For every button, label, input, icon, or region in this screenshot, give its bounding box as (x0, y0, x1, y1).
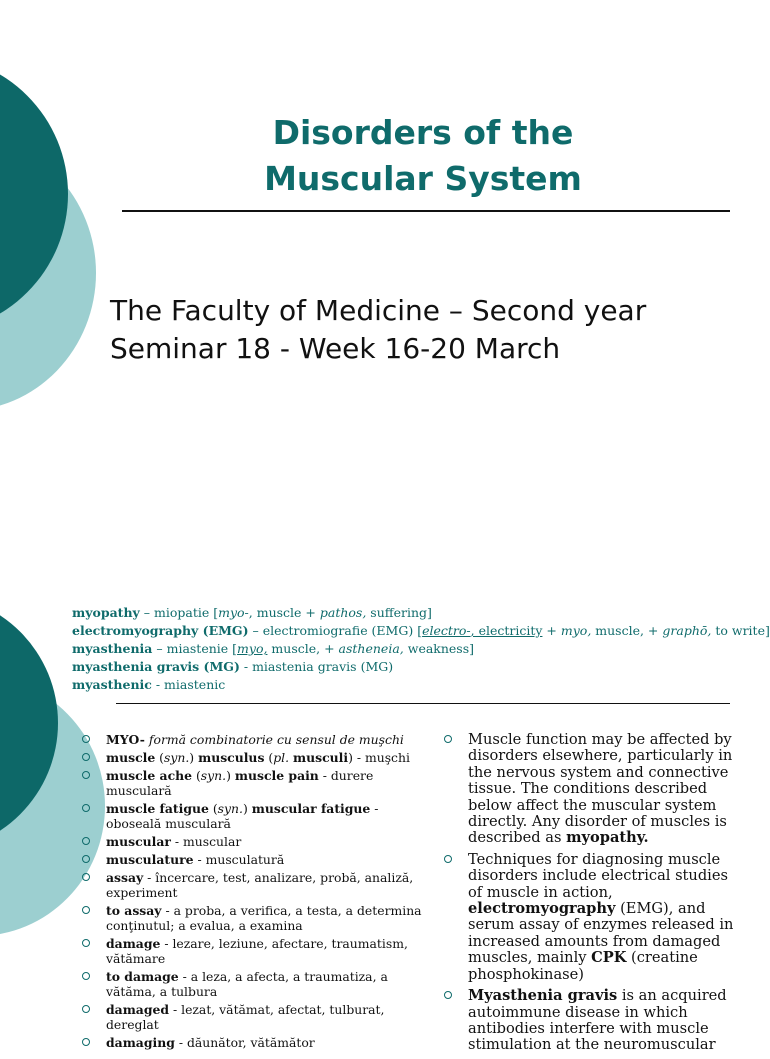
glossary-text: muscle, + (267, 641, 339, 656)
term: assay (106, 870, 144, 885)
glossary-text: + (542, 623, 561, 638)
glossary-italic: astheneia, (338, 641, 404, 656)
text: - a proba, a verifica, a testa, a determina conţinutul; a evalua, a examina (106, 903, 422, 933)
explanation-list (440, 732, 740, 1059)
key-term: electromyography (468, 900, 616, 918)
term: musculi (293, 750, 349, 765)
term: MYO- (106, 732, 145, 747)
glossary-text: – miastenie [ (152, 641, 238, 656)
text: ) (226, 768, 235, 783)
text: ) (242, 801, 252, 816)
text: (creatine phosphokinase) (468, 949, 698, 983)
glossary-underlined: myo, (237, 641, 268, 656)
text: - durere musculară (106, 768, 374, 798)
text: ( (155, 750, 165, 765)
glossary-term: myasthenia (72, 641, 153, 656)
term-glossary (72, 604, 770, 694)
list-item (78, 969, 423, 999)
glossary-line (72, 658, 752, 676)
glossary-term: myasthenic (72, 677, 152, 692)
slide-subtitle (110, 292, 646, 368)
list-item (78, 750, 423, 765)
glossary-text: suffering] (366, 605, 432, 620)
list-item (78, 903, 423, 933)
glossary-term: myasthenia gravis (MG) (72, 659, 240, 674)
text: ) - muşchi (348, 750, 410, 765)
glossary-underlined: , electricity (470, 623, 543, 638)
title-line-2: Muscular System (264, 159, 582, 198)
text: Muscle function may be affected by disorders elsewhere, particularly in the nervous system and connective tissue. The conditions described below affect the muscular system directly. Any disorder of muscles is described as (468, 731, 733, 847)
list-item (440, 852, 740, 983)
text: - încercare, test, analizare, probă, analiză, experiment (106, 870, 414, 900)
list-item (440, 988, 740, 1054)
glossary-text: - miastenic (151, 677, 226, 692)
glossary-term: electromyography (EMG) (72, 623, 249, 638)
text: - oboseală musculară (106, 801, 379, 831)
definition-italic: formă combinatorie cu sensul de muşchi (144, 732, 404, 747)
glossary-italic: graphō, (662, 623, 712, 638)
vocabulary-list (78, 732, 423, 1053)
glossary-line (72, 604, 752, 622)
title-line-1: Disorders of the (272, 113, 574, 152)
abbrev: syn. (217, 801, 243, 816)
text: (EMG), and serum assay of enzymes released in increased amounts from damaged muscles, mainly (468, 900, 734, 967)
list-item (78, 768, 423, 798)
text: ( (264, 750, 274, 765)
text: ) (189, 750, 199, 765)
list-item (78, 870, 423, 900)
glossary-line (72, 640, 752, 658)
key-term: Myasthenia gravis (468, 987, 618, 1005)
term: muscle fatigue (106, 801, 209, 816)
list-item (78, 1035, 423, 1050)
abbrev: pl. (273, 750, 290, 765)
text: - lezat, vătămat, afectat, tulburat, dereglat (106, 1002, 385, 1032)
term: damaging (106, 1035, 175, 1050)
abbrev: syn. (164, 750, 190, 765)
abbrev: syn. (200, 768, 227, 783)
text: - muscular (170, 834, 242, 849)
term: muscle ache (106, 768, 193, 783)
key-term: CPK (591, 949, 627, 967)
glossary-term: myopathy (72, 605, 140, 620)
list-item (78, 852, 423, 867)
glossary-text: weakness] (403, 641, 475, 656)
list-item (78, 936, 423, 966)
glossary-italic: myo- (218, 605, 249, 620)
text: - musculatură (193, 852, 285, 867)
glossary-text: - miastenia gravis (MG) (239, 659, 394, 674)
term: damaged (106, 1002, 170, 1017)
glossary-italic: pathos, (319, 605, 367, 620)
glossary-line (72, 622, 770, 640)
text: - dăunător, vătămător (174, 1035, 315, 1050)
glossary-text: , muscle + (248, 605, 320, 620)
glossary-text: – electromiografie (EMG) [ (248, 623, 423, 638)
text: Techniques for diagnosing muscle disorders include electrical studies of muscle in action, (468, 850, 728, 901)
vocabulary-slide (0, 586, 770, 1054)
term: musculature (106, 852, 194, 867)
text: ( (192, 768, 201, 783)
list-item (78, 1002, 423, 1032)
text: ( (208, 801, 218, 816)
subtitle-line-1: The Faculty of Medicine – Second year (110, 294, 647, 327)
list-item (78, 834, 423, 849)
glossary-line (72, 676, 752, 694)
text: - a leza, a afecta, a traumatiza, a vătăma, a tulbura (106, 969, 388, 999)
list-item (440, 732, 740, 847)
text: - lezare, leziune, afectare, traumatism, vătămare (106, 936, 408, 966)
term: musculus (198, 750, 265, 765)
term: muscular (106, 834, 171, 849)
glossary-underlined: electro- (422, 623, 471, 638)
term: muscular fatigue (251, 801, 371, 816)
term: to assay (106, 903, 162, 918)
list-item (78, 801, 423, 831)
term: muscle (106, 750, 156, 765)
glossary-text: muscle, + (591, 623, 663, 638)
subtitle-line-2: Seminar 18 - Week 16-20 March (110, 332, 561, 365)
glossary-text: to write] (711, 623, 770, 638)
term: muscle pain (234, 768, 319, 783)
key-term: myopathy. (566, 829, 649, 847)
list-item (78, 732, 423, 747)
glossary-italic: myo, (560, 623, 592, 638)
glossary-divider (116, 703, 730, 704)
term: to damage (106, 969, 179, 984)
text: is an acquired autoimmune disease in which antibodies interfere with muscle stimulation at the neuromuscular (468, 987, 727, 1054)
glossary-text: – miopatie [ (139, 605, 219, 620)
term: damage (106, 936, 161, 951)
title-divider (122, 210, 730, 212)
slide-title (200, 110, 646, 202)
